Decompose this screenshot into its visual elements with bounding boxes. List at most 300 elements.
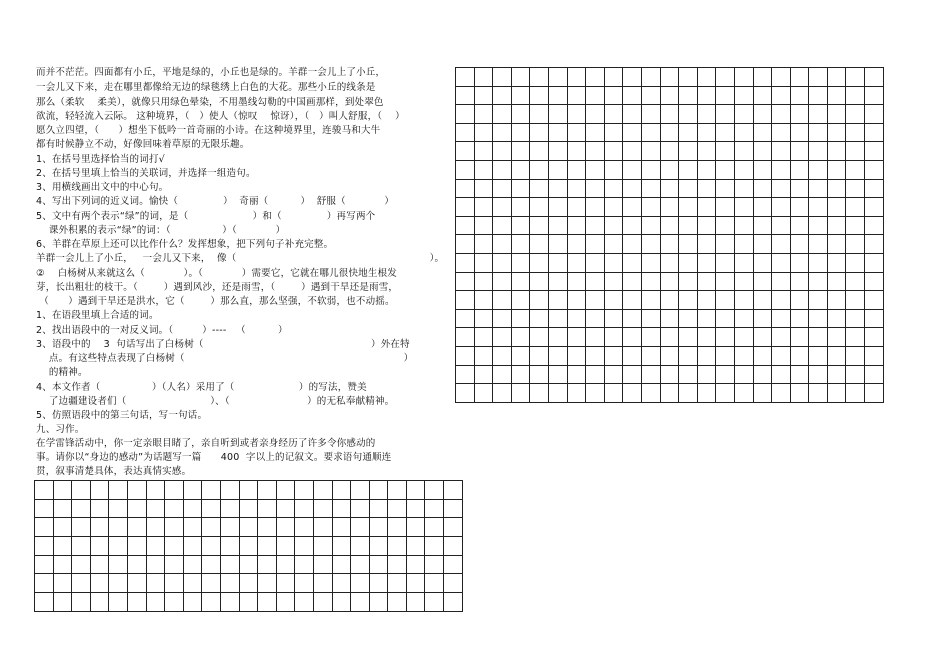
grid-cell[interactable] — [258, 518, 277, 537]
grid-cell[interactable] — [623, 291, 642, 310]
grid-cell[interactable] — [456, 105, 475, 124]
grid-cell[interactable] — [351, 574, 370, 593]
grid-cell[interactable] — [716, 198, 735, 217]
grid-cell[interactable] — [679, 216, 698, 235]
grid-cell[interactable] — [846, 309, 865, 328]
grid-cell[interactable] — [623, 384, 642, 403]
grid-cell[interactable] — [53, 574, 72, 593]
grid-cell[interactable] — [827, 365, 846, 384]
grid-cell[interactable] — [697, 272, 716, 291]
grid-cell[interactable] — [548, 198, 567, 217]
grid-cell[interactable] — [697, 160, 716, 179]
grid-cell[interactable] — [790, 365, 809, 384]
grid-cell[interactable] — [183, 555, 202, 574]
grid-cell[interactable] — [679, 309, 698, 328]
grid-cell[interactable] — [165, 537, 184, 556]
grid-cell[interactable] — [493, 160, 512, 179]
grid-cell[interactable] — [809, 68, 828, 87]
grid-cell[interactable] — [202, 481, 221, 500]
grid-cell[interactable] — [772, 179, 791, 198]
grid-cell[interactable] — [827, 123, 846, 142]
grid-cell[interactable] — [220, 518, 239, 537]
grid-cell[interactable] — [493, 272, 512, 291]
grid-cell[interactable] — [425, 518, 444, 537]
grid-cell[interactable] — [827, 142, 846, 161]
grid-cell[interactable] — [530, 105, 549, 124]
grid-cell[interactable] — [313, 555, 332, 574]
grid-cell[interactable] — [474, 346, 493, 365]
grid-cell[interactable] — [679, 86, 698, 105]
grid-cell[interactable] — [586, 365, 605, 384]
grid-cell[interactable] — [165, 555, 184, 574]
grid-cell[interactable] — [456, 291, 475, 310]
grid-cell[interactable] — [146, 481, 165, 500]
grid-cell[interactable] — [586, 291, 605, 310]
grid-cell[interactable] — [790, 291, 809, 310]
grid-cell[interactable] — [548, 365, 567, 384]
grid-cell[interactable] — [183, 537, 202, 556]
grid-cell[interactable] — [369, 518, 388, 537]
grid-cell[interactable] — [641, 142, 660, 161]
grid-cell[interactable] — [660, 235, 679, 254]
grid-cell[interactable] — [493, 198, 512, 217]
grid-cell[interactable] — [474, 198, 493, 217]
grid-cell[interactable] — [406, 574, 425, 593]
grid-cell[interactable] — [146, 593, 165, 612]
grid-cell[interactable] — [865, 309, 884, 328]
grid-cell[interactable] — [530, 235, 549, 254]
grid-cell[interactable] — [444, 574, 463, 593]
grid-cell[interactable] — [753, 253, 772, 272]
grid-cell[interactable] — [846, 105, 865, 124]
grid-cell[interactable] — [53, 518, 72, 537]
grid-cell[interactable] — [641, 365, 660, 384]
grid-cell[interactable] — [202, 574, 221, 593]
grid-cell[interactable] — [511, 198, 530, 217]
grid-cell[interactable] — [586, 198, 605, 217]
grid-cell[interactable] — [406, 499, 425, 518]
grid-cell[interactable] — [623, 328, 642, 347]
grid-cell[interactable] — [456, 123, 475, 142]
grid-cell[interactable] — [567, 68, 586, 87]
grid-cell[interactable] — [220, 593, 239, 612]
grid-cell[interactable] — [511, 253, 530, 272]
grid-cell[interactable] — [753, 179, 772, 198]
grid-cell[interactable] — [641, 216, 660, 235]
grid-cell[interactable] — [295, 574, 314, 593]
grid-cell[interactable] — [202, 593, 221, 612]
grid-cell[interactable] — [772, 291, 791, 310]
grid-cell[interactable] — [586, 123, 605, 142]
grid-cell[interactable] — [641, 86, 660, 105]
grid-cell[interactable] — [388, 593, 407, 612]
grid-cell[interactable] — [679, 384, 698, 403]
grid-cell[interactable] — [586, 235, 605, 254]
grid-cell[interactable] — [809, 272, 828, 291]
grid-cell[interactable] — [790, 235, 809, 254]
grid-cell[interactable] — [660, 105, 679, 124]
grid-cell[interactable] — [679, 272, 698, 291]
grid-cell[interactable] — [809, 365, 828, 384]
grid-cell[interactable] — [790, 86, 809, 105]
grid-cell[interactable] — [753, 235, 772, 254]
grid-cell[interactable] — [351, 593, 370, 612]
grid-cell[interactable] — [493, 384, 512, 403]
grid-cell[interactable] — [827, 346, 846, 365]
grid-cell[interactable] — [276, 555, 295, 574]
grid-cell[interactable] — [623, 160, 642, 179]
grid-cell[interactable] — [809, 123, 828, 142]
grid-cell[interactable] — [827, 253, 846, 272]
grid-cell[interactable] — [660, 86, 679, 105]
grid-cell[interactable] — [369, 537, 388, 556]
grid-cell[interactable] — [753, 160, 772, 179]
grid-cell[interactable] — [35, 574, 54, 593]
grid-cell[interactable] — [827, 235, 846, 254]
grid-cell[interactable] — [369, 555, 388, 574]
grid-cell[interactable] — [406, 537, 425, 556]
grid-cell[interactable] — [604, 346, 623, 365]
grid-cell[interactable] — [734, 86, 753, 105]
grid-cell[interactable] — [753, 86, 772, 105]
grid-cell[interactable] — [425, 574, 444, 593]
grid-cell[interactable] — [258, 481, 277, 500]
grid-cell[interactable] — [772, 365, 791, 384]
grid-cell[interactable] — [679, 235, 698, 254]
grid-cell[interactable] — [388, 555, 407, 574]
grid-cell[interactable] — [109, 537, 128, 556]
grid-cell[interactable] — [772, 216, 791, 235]
grid-cell[interactable] — [660, 309, 679, 328]
grid-cell[interactable] — [809, 86, 828, 105]
grid-cell[interactable] — [790, 198, 809, 217]
grid-cell[interactable] — [753, 68, 772, 87]
grid-cell[interactable] — [772, 272, 791, 291]
grid-cell[interactable] — [846, 272, 865, 291]
grid-cell[interactable] — [332, 518, 351, 537]
grid-cell[interactable] — [332, 555, 351, 574]
grid-cell[interactable] — [183, 481, 202, 500]
grid-cell[interactable] — [865, 253, 884, 272]
grid-cell[interactable] — [641, 105, 660, 124]
grid-cell[interactable] — [827, 216, 846, 235]
grid-cell[interactable] — [772, 123, 791, 142]
grid-cell[interactable] — [772, 328, 791, 347]
grid-cell[interactable] — [679, 346, 698, 365]
grid-cell[interactable] — [332, 499, 351, 518]
grid-cell[interactable] — [567, 235, 586, 254]
grid-cell[interactable] — [641, 291, 660, 310]
grid-cell[interactable] — [165, 481, 184, 500]
grid-cell[interactable] — [604, 216, 623, 235]
grid-cell[interactable] — [604, 198, 623, 217]
grid-cell[interactable] — [444, 481, 463, 500]
grid-cell[interactable] — [548, 68, 567, 87]
grid-cell[interactable] — [276, 499, 295, 518]
grid-cell[interactable] — [474, 86, 493, 105]
grid-cell[interactable] — [865, 160, 884, 179]
grid-cell[interactable] — [586, 384, 605, 403]
grid-cell[interactable] — [295, 518, 314, 537]
grid-cell[interactable] — [90, 481, 109, 500]
grid-cell[interactable] — [493, 235, 512, 254]
grid-cell[interactable] — [548, 309, 567, 328]
grid-cell[interactable] — [846, 346, 865, 365]
grid-cell[interactable] — [239, 481, 258, 500]
grid-cell[interactable] — [641, 328, 660, 347]
grid-cell[interactable] — [772, 309, 791, 328]
grid-cell[interactable] — [604, 365, 623, 384]
grid-cell[interactable] — [865, 198, 884, 217]
grid-cell[interactable] — [351, 499, 370, 518]
grid-cell[interactable] — [493, 309, 512, 328]
grid-cell[interactable] — [623, 198, 642, 217]
grid-cell[interactable] — [716, 309, 735, 328]
grid-cell[interactable] — [295, 555, 314, 574]
grid-cell[interactable] — [239, 499, 258, 518]
grid-cell[interactable] — [548, 253, 567, 272]
grid-cell[interactable] — [548, 216, 567, 235]
grid-cell[interactable] — [734, 179, 753, 198]
grid-cell[interactable] — [772, 384, 791, 403]
grid-cell[interactable] — [183, 574, 202, 593]
grid-cell[interactable] — [72, 537, 91, 556]
grid-cell[interactable] — [474, 328, 493, 347]
grid-cell[interactable] — [530, 365, 549, 384]
grid-cell[interactable] — [716, 291, 735, 310]
grid-cell[interactable] — [530, 328, 549, 347]
grid-cell[interactable] — [295, 593, 314, 612]
grid-cell[interactable] — [276, 593, 295, 612]
grid-cell[interactable] — [679, 291, 698, 310]
grid-cell[interactable] — [146, 518, 165, 537]
grid-cell[interactable] — [679, 179, 698, 198]
grid-cell[interactable] — [716, 160, 735, 179]
grid-cell[interactable] — [220, 574, 239, 593]
grid-cell[interactable] — [790, 105, 809, 124]
grid-cell[interactable] — [809, 346, 828, 365]
grid-cell[interactable] — [641, 123, 660, 142]
grid-cell[interactable] — [604, 328, 623, 347]
grid-cell[interactable] — [623, 142, 642, 161]
grid-cell[interactable] — [332, 481, 351, 500]
grid-cell[interactable] — [623, 346, 642, 365]
grid-cell[interactable] — [865, 142, 884, 161]
grid-cell[interactable] — [641, 253, 660, 272]
grid-cell[interactable] — [351, 481, 370, 500]
grid-cell[interactable] — [753, 291, 772, 310]
grid-cell[interactable] — [604, 160, 623, 179]
grid-cell[interactable] — [567, 216, 586, 235]
grid-cell[interactable] — [444, 537, 463, 556]
grid-cell[interactable] — [567, 384, 586, 403]
grid-cell[interactable] — [790, 68, 809, 87]
grid-cell[interactable] — [530, 291, 549, 310]
grid-cell[interactable] — [697, 142, 716, 161]
grid-cell[interactable] — [809, 235, 828, 254]
grid-cell[interactable] — [456, 235, 475, 254]
grid-cell[interactable] — [790, 160, 809, 179]
grid-cell[interactable] — [641, 235, 660, 254]
grid-cell[interactable] — [369, 593, 388, 612]
grid-cell[interactable] — [548, 291, 567, 310]
grid-cell[interactable] — [827, 86, 846, 105]
grid-cell[interactable] — [809, 291, 828, 310]
grid-cell[interactable] — [753, 272, 772, 291]
grid-cell[interactable] — [567, 198, 586, 217]
grid-cell[interactable] — [313, 481, 332, 500]
grid-cell[interactable] — [586, 272, 605, 291]
grid-cell[interactable] — [127, 518, 146, 537]
grid-cell[interactable] — [753, 365, 772, 384]
grid-cell[interactable] — [846, 68, 865, 87]
grid-cell[interactable] — [604, 179, 623, 198]
grid-cell[interactable] — [53, 481, 72, 500]
grid-cell[interactable] — [548, 86, 567, 105]
grid-cell[interactable] — [679, 68, 698, 87]
grid-cell[interactable] — [456, 365, 475, 384]
grid-cell[interactable] — [586, 142, 605, 161]
grid-cell[interactable] — [127, 481, 146, 500]
grid-cell[interactable] — [567, 123, 586, 142]
grid-cell[interactable] — [586, 216, 605, 235]
grid-cell[interactable] — [369, 499, 388, 518]
grid-cell[interactable] — [35, 499, 54, 518]
grid-cell[interactable] — [716, 105, 735, 124]
grid-cell[interactable] — [679, 328, 698, 347]
grid-cell[interactable] — [660, 384, 679, 403]
grid-cell[interactable] — [474, 68, 493, 87]
grid-cell[interactable] — [623, 272, 642, 291]
grid-cell[interactable] — [716, 123, 735, 142]
grid-cell[interactable] — [474, 179, 493, 198]
grid-cell[interactable] — [239, 537, 258, 556]
grid-cell[interactable] — [586, 105, 605, 124]
grid-cell[interactable] — [165, 593, 184, 612]
grid-cell[interactable] — [456, 328, 475, 347]
grid-cell[interactable] — [623, 68, 642, 87]
grid-cell[interactable] — [202, 499, 221, 518]
grid-cell[interactable] — [679, 253, 698, 272]
grid-cell[interactable] — [623, 179, 642, 198]
grid-cell[interactable] — [734, 253, 753, 272]
grid-cell[interactable] — [530, 272, 549, 291]
grid-cell[interactable] — [734, 123, 753, 142]
grid-cell[interactable] — [772, 160, 791, 179]
grid-cell[interactable] — [109, 574, 128, 593]
grid-cell[interactable] — [827, 272, 846, 291]
grid-cell[interactable] — [511, 291, 530, 310]
grid-cell[interactable] — [809, 384, 828, 403]
grid-cell[interactable] — [295, 499, 314, 518]
grid-cell[interactable] — [511, 105, 530, 124]
grid-cell[interactable] — [165, 574, 184, 593]
grid-cell[interactable] — [220, 537, 239, 556]
grid-cell[interactable] — [183, 499, 202, 518]
grid-cell[interactable] — [734, 365, 753, 384]
grid-cell[interactable] — [548, 142, 567, 161]
grid-cell[interactable] — [716, 142, 735, 161]
grid-cell[interactable] — [567, 365, 586, 384]
grid-cell[interactable] — [567, 272, 586, 291]
grid-cell[interactable] — [493, 123, 512, 142]
grid-cell[interactable] — [790, 272, 809, 291]
grid-cell[interactable] — [679, 123, 698, 142]
grid-cell[interactable] — [697, 309, 716, 328]
grid-cell[interactable] — [846, 328, 865, 347]
grid-cell[interactable] — [865, 216, 884, 235]
grid-cell[interactable] — [548, 235, 567, 254]
grid-cell[interactable] — [511, 384, 530, 403]
grid-cell[interactable] — [567, 179, 586, 198]
grid-cell[interactable] — [530, 160, 549, 179]
grid-cell[interactable] — [239, 593, 258, 612]
grid-cell[interactable] — [827, 68, 846, 87]
grid-cell[interactable] — [865, 235, 884, 254]
grid-cell[interactable] — [604, 86, 623, 105]
grid-cell[interactable] — [716, 346, 735, 365]
grid-cell[interactable] — [474, 160, 493, 179]
grid-cell[interactable] — [548, 384, 567, 403]
grid-cell[interactable] — [444, 518, 463, 537]
grid-cell[interactable] — [790, 346, 809, 365]
grid-cell[interactable] — [548, 346, 567, 365]
grid-cell[interactable] — [604, 272, 623, 291]
grid-cell[interactable] — [623, 123, 642, 142]
grid-cell[interactable] — [332, 537, 351, 556]
grid-cell[interactable] — [567, 105, 586, 124]
grid-cell[interactable] — [493, 179, 512, 198]
grid-cell[interactable] — [660, 160, 679, 179]
grid-cell[interactable] — [865, 68, 884, 87]
grid-cell[interactable] — [258, 593, 277, 612]
grid-cell[interactable] — [425, 499, 444, 518]
grid-cell[interactable] — [183, 593, 202, 612]
grid-cell[interactable] — [660, 123, 679, 142]
grid-cell[interactable] — [295, 481, 314, 500]
grid-cell[interactable] — [660, 328, 679, 347]
grid-cell[interactable] — [716, 365, 735, 384]
grid-cell[interactable] — [604, 309, 623, 328]
grid-cell[interactable] — [734, 309, 753, 328]
grid-cell[interactable] — [716, 253, 735, 272]
grid-cell[interactable] — [183, 518, 202, 537]
grid-cell[interactable] — [827, 384, 846, 403]
grid-cell[interactable] — [772, 198, 791, 217]
grid-cell[interactable] — [474, 105, 493, 124]
grid-cell[interactable] — [772, 235, 791, 254]
grid-cell[interactable] — [641, 272, 660, 291]
grid-cell[interactable] — [697, 384, 716, 403]
grid-cell[interactable] — [220, 499, 239, 518]
grid-cell[interactable] — [202, 518, 221, 537]
grid-cell[interactable] — [790, 309, 809, 328]
grid-cell[interactable] — [425, 481, 444, 500]
grid-cell[interactable] — [258, 555, 277, 574]
grid-cell[interactable] — [456, 272, 475, 291]
grid-cell[interactable] — [276, 537, 295, 556]
grid-cell[interactable] — [530, 216, 549, 235]
grid-cell[interactable] — [511, 235, 530, 254]
grid-cell[interactable] — [72, 593, 91, 612]
grid-cell[interactable] — [809, 253, 828, 272]
grid-cell[interactable] — [697, 123, 716, 142]
grid-cell[interactable] — [586, 179, 605, 198]
grid-cell[interactable] — [165, 518, 184, 537]
grid-cell[interactable] — [35, 518, 54, 537]
grid-cell[interactable] — [351, 537, 370, 556]
grid-cell[interactable] — [474, 384, 493, 403]
